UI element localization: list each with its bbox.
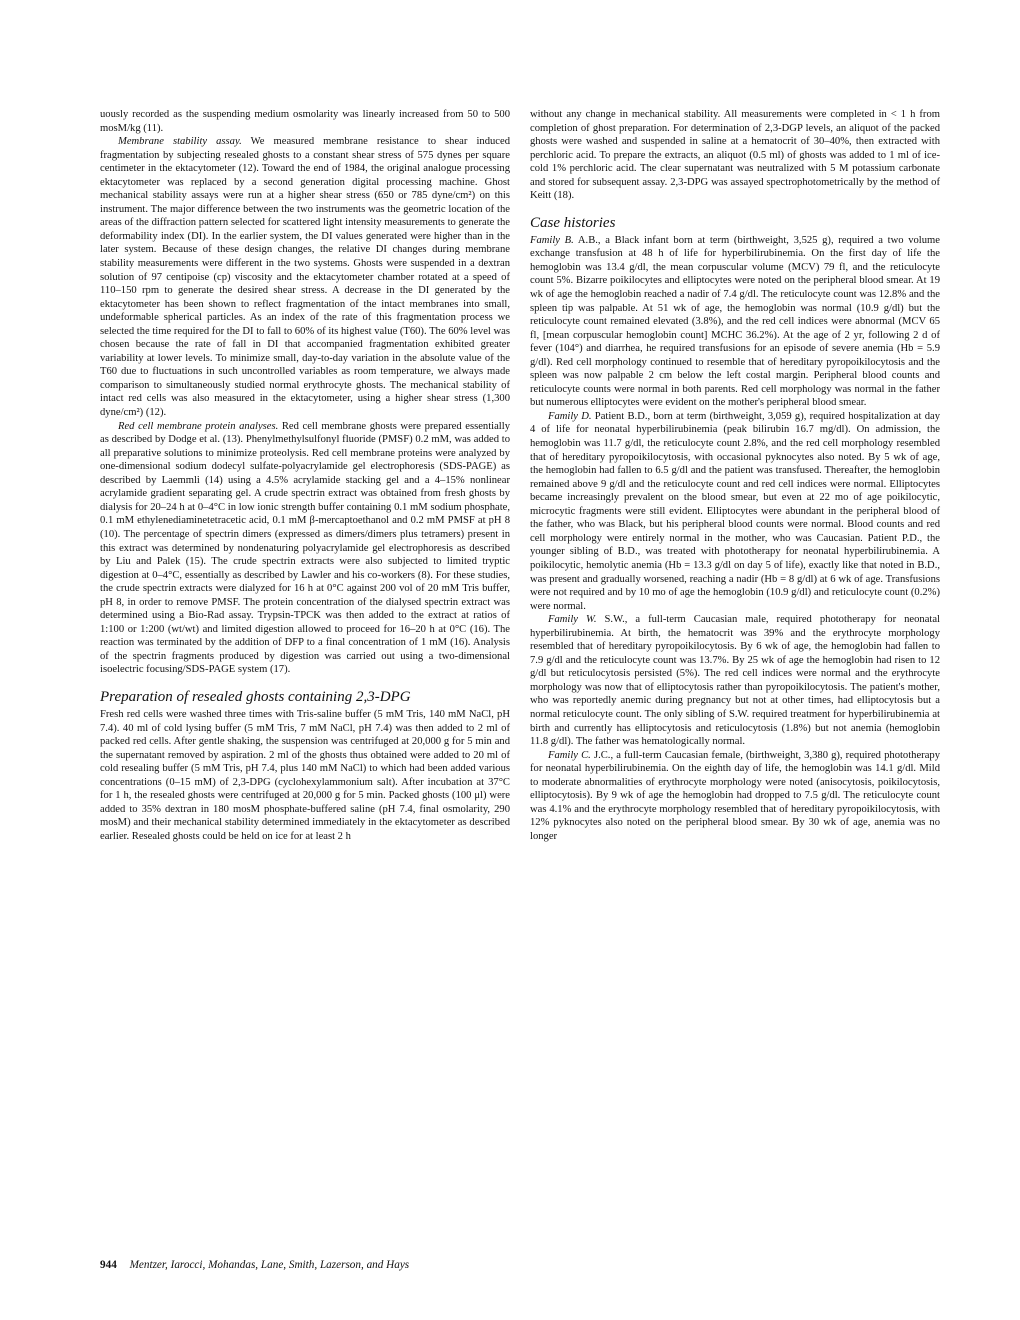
section-heading-case-histories: Case histories [530,214,616,231]
paragraph-membrane-stability [100,135,510,419]
page-footer [100,1258,600,1272]
section-heading-resealed-ghosts: Preparation of resealed ghosts containing 2,3-DPG [100,688,411,705]
paragraph-text: Patient B.D., born at term (birthweight, 3,059 g), required hospitalization at day 4 of life for neonatal hyperbilirubinemia (peak bilirubin 16.7 mg/dl). On admission, the hemoglobin was 11.7 g/dl, the reticulocyte count 2.8%, and the red cell morphology resembled that of hereditary pyropoikilocytosis, with occasional pyknocytes also noted. By 5 wk of age, the hemoglobin had fallen to 6.5 g/dl and the patient was transfused. Thereafter, the hemoglobin remained above 9 g/dl and the reticulocyte count and red cell indices were normal. Elliptocytes became increasingly prevalent on the blood smear, but even at 22 mo of age poikilocytic, microcytic fragments were still evident. Elliptocytes were abundant in the peripheral blood of the father, who was Black, but his peripheral blood counts were normal. Blood counts and red cell morphology were entirely normal in the mother, who was Caucasian. Patient P.D., the younger sibling of B.D., was treated with phototherapy for neonatal hyperbilirubinemia. A poikilocytic, hemolytic anemia (Hb = 13.3 g/dl on day 5 of life), exactly like that noted in B.D., was present and gradually worsened, reaching a nadir (Hb = 8 g/dl) at 6 wk of age. Transfusions were not required and by 10 mo of age the hemoglobin (10.9 g/dl) and reticulocyte count (0.2%) were normal. [530,410,940,612]
paragraph-text: Red cell membrane ghosts were prepared essentially as described by Dodge et al. (13). Phenylmethylsulfonyl fluoride (PMSF) 0.2 mM, was added to all preparative solutions to minimize proteolysis. Red cell membrane proteins were analyzed by one-dimensional sodium dodecyl sulfate-polyacrylamide gel electrophoresis (SDS-PAGE) as described by Laemmli (14) using a 4.5% acrylamide stacking gel and a 4–15% nonlinear acrylamide gradient separating gel. A crude spectrin extract was obtained from fresh ghosts by dialysis for 20–24 h at 0–4°C in low ionic strength buffer containing 0.1 mM sodium phosphate, 0.1 mM ethylenediaminetetracetic acid, 0.1 mM β-mercaptoethanol and 0.2 mM PMSF at pH 8 (10). The percentage of spectrin dimers (expressed as dimers/dimers plus tetramers) present in this extract was determined by nondenaturing polyacrylamide gel electrophoresis as described by Liu and Palek (15). The crude spectrin extracts were also subjected to limited tryptic digestion at 0–4°C, essentially as described by Lawler and his co-workers (8). For these studies, the crude spectrin extracts were dialyzed for 16 h at 0°C against 200 vol of 20 mM Tris buffer, pH 8, in order to remove PMSF. The protein concentration of the dialysed spectrin extract was determined using a Bio-Rad assay. Trypsin-TPCK was then added to the extract at ratios of 1:100 or 1:200 (wt/wt) and limited digestion allowed to proceed for 16–20 h at 0°C (16). The reaction was terminated by the addition of DFP to a final concentration of 1 mM (16). Analysis of the spectrin fragments produced by digestion was carried out using a two-dimensional isoelectric focusing/SDS-PAGE system (17). [100,420,510,676]
paragraph-family-d [530,410,940,613]
right-column [530,108,940,843]
runin-heading: Family B. [530,234,574,246]
paragraph-protein-analyses [100,420,510,677]
paragraph-family-b [530,234,940,410]
left-column [100,108,510,843]
paragraph-text: We measured membrane resistance to shear induced fragmentation by subjecting resealed ghosts to a constant shear stress of 575 dynes per square centimeter in the ektacytometer (12). Toward the end of 1984, the original analogue processing ektacytometer was replaced by a second generation digital processing machine. Ghost mechanical stability assays were run at a higher shear stress (650 or 785 dyne/cm²) on this instrument. The major difference between the two instruments was the geometric location of the areas of the diffraction pattern selected for scattered light intensity measurements to generate the deformability index (DI). In the earlier system, the DI values generated were higher than in the later system. Because of these design changes, the relative DI changes during membrane stability measurements were different in the two systems. Ghosts were suspended in a dextran solution of 97 centipoise (cp) viscosity and the ektacytometer chamber rotated at a speed of 110–150 rpm to generate the desired shear stress. A decrease in the DI generated by the ektacytometer has been shown to reflect fragmentation of the intact membranes into small, undeformable spherical particles. As an index of the rate of this fragmentation process we selected the time required for the DI to fall to 60% of its highest value (T60). The 60% level was chosen because the rate of fall in DI that accompanied fragmentation exhibited greater variability at lower levels. To minimize small, day-to-day variation in the absolute value of the T60 due to fluctuations in such uncontrolled variables as room temperature, we always made comparison to simultaneously studied normal erythrocyte ghosts. The mechanical stability of intact red cells was also measured in the ektacytometer, using a higher shear stress (1,300 dyne/cm²) (12). [100,136,510,419]
paragraph-continued: without any change in mechanical stability. All measurements were completed in < 1 h from completion of ghost preparation. For determination of 2,3-DGP levels, an aliquot of the packed ghosts were washed and suspended in saline at a hematocrit of 30–40%, then extracted with perchloric acid. To prepare the extracts, an aliquot (0.5 ml) of ghosts was added to 1 ml of ice-cold 1% perchloric acid. The clear supernatant was neutralized with 5 M potassium carbonate and stored for subsequent assay. 2,3-DPG was assayed spectrophotometrically by the method of Keitt (18). [530,109,940,202]
paragraph-text: A.B., a Black infant born at term (birthweight, 3,525 g), required a two volume exchange transfusion at 48 h of life for hyperbilirubinemia. On the first day of life the hemoglobin was 13.4 g/dl, the mean corpuscular volume (MCV) 79 fl, and the reticulocyte count 5%. Bizarre poikilocytes and elliptocytes were noted on the peripheral blood smear. At 19 wk of age the hemoglobin reached a nadir of 7.4 g/dl. The reticulocyte count was 12.8% and the spleen tip was palpable. At 51 wk of age, the hemoglobin was normal (10.9 g/dl) but the reticulocyte count remained elevated (3.8%), and the red cell indices were abnormal (MCV 65 fl, [mean corpuscular hemoglobin count] MCHC 36.2%). At the age of 2 yr, following 2 d of fever (104°) and diarrhea, he required transfusions for an episode of severe anemia (Hb = 5.9 g/dl). Red cell morphology continued to resemble that of hereditary pyropoikilocytosis and the spleen was now palpable 2 cm below the left costal margin. Peripheral blood counts and reticulocyte counts were normal in both parents. Red cell morphology was normal in the father but numerous elliptocytes were evident on the mother's peripheral blood smear. [530,234,940,409]
running-authors: Mentzer, Iarocci, Mohandas, Lane, Smith, Lazerson, and Hays [129,1259,410,1271]
paragraph-family-w [530,613,940,748]
paragraph-continued: uously recorded as the suspending medium osmolarity was linearly increased from 50 to 500 mosM/kg (11). [100,109,510,134]
paragraph-resealed-ghosts: Fresh red cells were washed three times with Tris-saline buffer (5 mM Tris, 140 mM NaCl, pH 7.4). 40 ml of cold lysing buffer (5 mM Tris, 7 mM NaCl, pH 7.4) was then added to 2 ml of packed red cells. After gentle shaking, the suspension was centrifuged at 20,000 g for 5 min and the supernatant removed by aspiration. 2 ml of the ghosts thus obtained were added to 20 ml of cold resealing buffer (5 mM Tris, pH 7.4, plus 140 mM NaCl) to which had been added various concentrations (0–15 mM) of 2,3-DPG (cyclohexylammonium salt). After incubation at 37°C for 1 h, the resealed ghosts were centrifuged at 20,000 g for 5 min. Packed ghosts (100 μl) were added to 35% dextran in 180 mosM phosphate-buffered saline (pH 7.4, final osmolarity, 290 mosM) and their mechanical stability determined immediately in the ektacytometer as described earlier. Resealed ghosts could be held on ice for at least 2 h [100,708,510,842]
paragraph-family-c [530,749,940,844]
runin-heading: Red cell membrane protein analyses. [118,420,279,432]
runin-heading: Family D. [548,410,592,422]
page-number: 944 [100,1259,117,1271]
runin-heading: Family W. [548,614,597,626]
runin-heading: Membrane stability assay. [118,136,242,148]
paragraph-text: J.C., a full-term Caucasian female, (birthweight, 3,380 g), required phototherapy for neonatal hyperbilirubinemia. On the eighth day of life, the hemoglobin was 14.1 g/dl. Mild to moderate abnormalities of erythrocyte morphology were noted (anisocytosis, poikilocytosis, elliptocytosis). By 9 wk of age the hemoglobin had dropped to 7.5 g/dl. The reticulocyte count was 4.1% and the erythrocyte morphology resembled that of hereditary pyropoikilocytosis, with 12% pyknocytes also noted on the peripheral blood smear. By 30 wk of age, anemia was no longer [530,749,940,842]
paragraph-text: S.W., a full-term Caucasian male, required phototherapy for neonatal hyperbilirubinemia. At birth, the hematocrit was 39% and the erythrocyte morphology resembled that of hereditary pyropoikilocytosis. By 6 wk of age, the hemoglobin had fallen to 7.9 g/dl and the reticulocyte count was 13.7%. By 25 wk of age the hemoglobin had risen to 12 g/dl but reticulocytosis persisted (5%). The red cell indices were normal and the erythrocyte morphology was now that of elliptocytosis rather than pyropoikilocytosis. The patient's mother, who was reportedly anemic during pregnancy but not at other times, had elliptocytosis but a normal reticulocyte count. The only sibling of S.W. required treatment for hyperbilirubinemia at birth and currently has elliptocytosis and reticulocytosis (1.8%) but not anemia (hemoglobin 11.8 g/dl). The father was hematologically normal. [530,614,940,748]
runin-heading: Family C. [548,749,591,761]
